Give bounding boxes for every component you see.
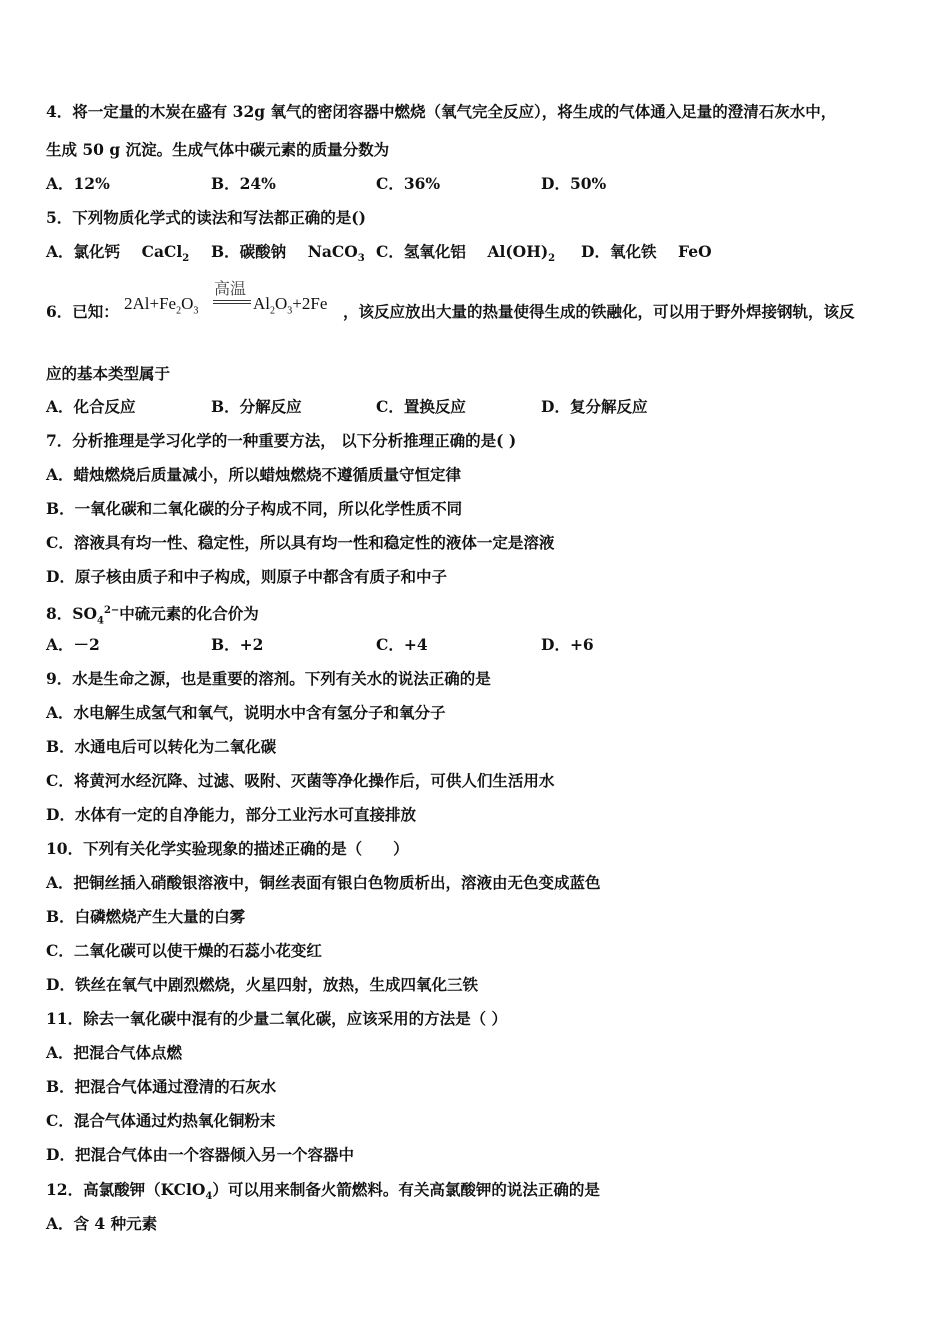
- q6-eq-bar-top: [213, 300, 251, 301]
- q6-eq-left-sub1: 2: [176, 305, 182, 317]
- q5-option-d: [581, 242, 712, 262]
- q6-option-a: A．化合反应: [46, 397, 136, 416]
- q8-option-b: B．+2: [211, 635, 264, 654]
- q5-option-c-formula: Al(OH): [487, 242, 549, 261]
- q11-option-d: D．把混合气体由一个容器倾入另一个容器中: [46, 1145, 354, 1164]
- q9-option-a: A．水电解生成氢气和氧气，说明水中含有氢分子和氧分子: [46, 703, 446, 722]
- q8-stem: [46, 601, 259, 631]
- q10-option-a: A．把铜丝插入硝酸银溶液中，铜丝表面有银白色物质析出，溶液由无色变成蓝色: [46, 873, 601, 892]
- q5-option-b: [211, 242, 365, 269]
- q6-eq-right-o: O: [275, 294, 288, 313]
- q8-sub: 4: [96, 615, 104, 627]
- q8-sup: 2−: [103, 605, 120, 616]
- q9-stem: 9．水是生命之源，也是重要的溶剂。下列有关水的说法正确的是: [46, 669, 491, 688]
- q7-option-b: B．一氧化碳和二氧化碳的分子构成不同，所以化学性质不同: [46, 499, 463, 518]
- q9-option-d: D．水体有一定的自净能力，部分工业污水可直接排放: [46, 805, 416, 824]
- q6-eq-right-sub2: 3: [287, 305, 293, 317]
- q4-stem-line2: 生成 50 g 沉淀。生成气体中碳元素的质量分数为: [46, 140, 390, 159]
- q5-stem: 5．下列物质化学式的读法和写法都正确的是(): [46, 208, 366, 227]
- q4-option-a: A．12%: [46, 174, 110, 193]
- q5-option-a-formula: CaCl: [141, 242, 183, 261]
- q6-option-d: D．复分解反应: [541, 397, 648, 416]
- q8-num: 8．SO: [46, 604, 97, 624]
- q5-option-d-label: D．氧化铁: [581, 242, 657, 261]
- q10-option-b: B．白磷燃烧产生大量的白雾: [46, 907, 246, 926]
- q4-option-b: B．24%: [211, 174, 276, 193]
- q5-option-a-sub: 2: [182, 253, 190, 265]
- q8-rest: 中硫元素的化合价为: [119, 604, 259, 624]
- q12-post: ）可以用来制备火箭燃料。有关高氯酸钾的说法正确的是: [212, 1180, 600, 1199]
- q5-option-a: [46, 242, 189, 269]
- q6-suffix: ，该反应放出大量的热量使得生成的铁融化，可以用于野外焊接钢轨，该反: [343, 302, 855, 321]
- q6-option-b: B．分解反应: [211, 397, 302, 416]
- q7-option-d: D．原子核由质子和中子构成，则原子中都含有质子和中子: [46, 567, 447, 586]
- q6-eq-right-sub1: 2: [270, 305, 275, 317]
- q4-stem-line1: 4．将一定量的木炭在盛有 32g 氧气的密闭容器中燃烧（氧气完全反应），将生成的气体通入足量的澄清石灰水中，: [46, 102, 837, 121]
- q9-option-b: B．水通电后可以转化为二氧化碳: [46, 737, 277, 756]
- q6-eq-right: [253, 294, 327, 316]
- q4-option-d: D．50%: [541, 174, 607, 193]
- q6-eq-left: [124, 294, 198, 316]
- q12-stem: [46, 1180, 600, 1207]
- q11-stem: 11．除去一氧化碳中混有的少量二氧化碳，应该采用的方法是（ ）: [46, 1009, 507, 1028]
- q6-eq-left-sub2: 3: [193, 305, 199, 317]
- q9-option-c: C．将黄河水经沉降、过滤、吸附、灭菌等净化操作后，可供人们生活用水: [46, 771, 555, 790]
- q8-option-d: D．+6: [541, 635, 594, 654]
- q5-option-c-label: C．氢氧化铝: [376, 242, 466, 261]
- q6-eq-condition: 高温: [214, 281, 247, 298]
- q5-option-c: [376, 242, 555, 269]
- q11-option-a: A．把混合气体点燃: [46, 1043, 183, 1062]
- q5-option-c-sub: 2: [548, 253, 556, 265]
- q6-eq-right-tail: +2Fe: [292, 294, 328, 313]
- q8-option-a: A．－2: [46, 635, 100, 654]
- q5-option-d-formula: FeO: [678, 242, 712, 261]
- q10-option-c: C．二氧化碳可以使干燥的石蕊小花变红: [46, 941, 322, 960]
- q11-option-b: B．把混合气体通过澄清的石灰水: [46, 1077, 277, 1096]
- q11-option-c: C．混合气体通过灼热氧化铜粉末: [46, 1111, 276, 1130]
- q5-option-a-label: A．氯化钙: [46, 242, 121, 261]
- q6-stem-line2: 应的基本类型属于: [46, 364, 171, 383]
- q6-eq-left-fe: 2Al+Fe: [124, 294, 177, 313]
- q12-sub: 4: [205, 1191, 213, 1203]
- q6-eq-right-al: Al: [253, 294, 270, 313]
- q12-pre: 12．高氯酸钾（KClO: [46, 1180, 206, 1199]
- q6-eq-left-o: O: [181, 294, 194, 313]
- q6-option-c: C．置换反应: [376, 397, 466, 416]
- q12-option-a: A．含 4 种元素: [46, 1214, 158, 1233]
- q10-stem: 10．下列有关化学实验现象的描述正确的是（ ）: [46, 839, 409, 858]
- q4-option-c: C．36%: [376, 174, 441, 193]
- q10-option-d: D．铁丝在氧气中剧烈燃烧，火星四射，放热，生成四氧化三铁: [46, 975, 478, 994]
- q5-option-b-sub: 3: [357, 253, 365, 265]
- q6-prefix: 6．已知：: [46, 302, 119, 321]
- q7-option-a: A．蜡烛燃烧后质量减小，所以蜡烛燃烧不遵循质量守恒定律: [46, 465, 462, 484]
- q6-equation: [124, 278, 344, 318]
- q6-eq-bar-bottom: [213, 303, 251, 304]
- q5-option-b-formula: NaCO: [307, 242, 358, 261]
- q7-stem: 7．分析推理是学习化学的一种重要方法， 以下分析推理正确的是( ): [46, 431, 517, 450]
- q5-option-b-label: B．碳酸钠: [211, 242, 287, 261]
- q7-option-c: C．溶液具有均一性、稳定性，所以具有均一性和稳定性的液体一定是溶液: [46, 533, 555, 552]
- q8-option-c: C．+4: [376, 635, 428, 654]
